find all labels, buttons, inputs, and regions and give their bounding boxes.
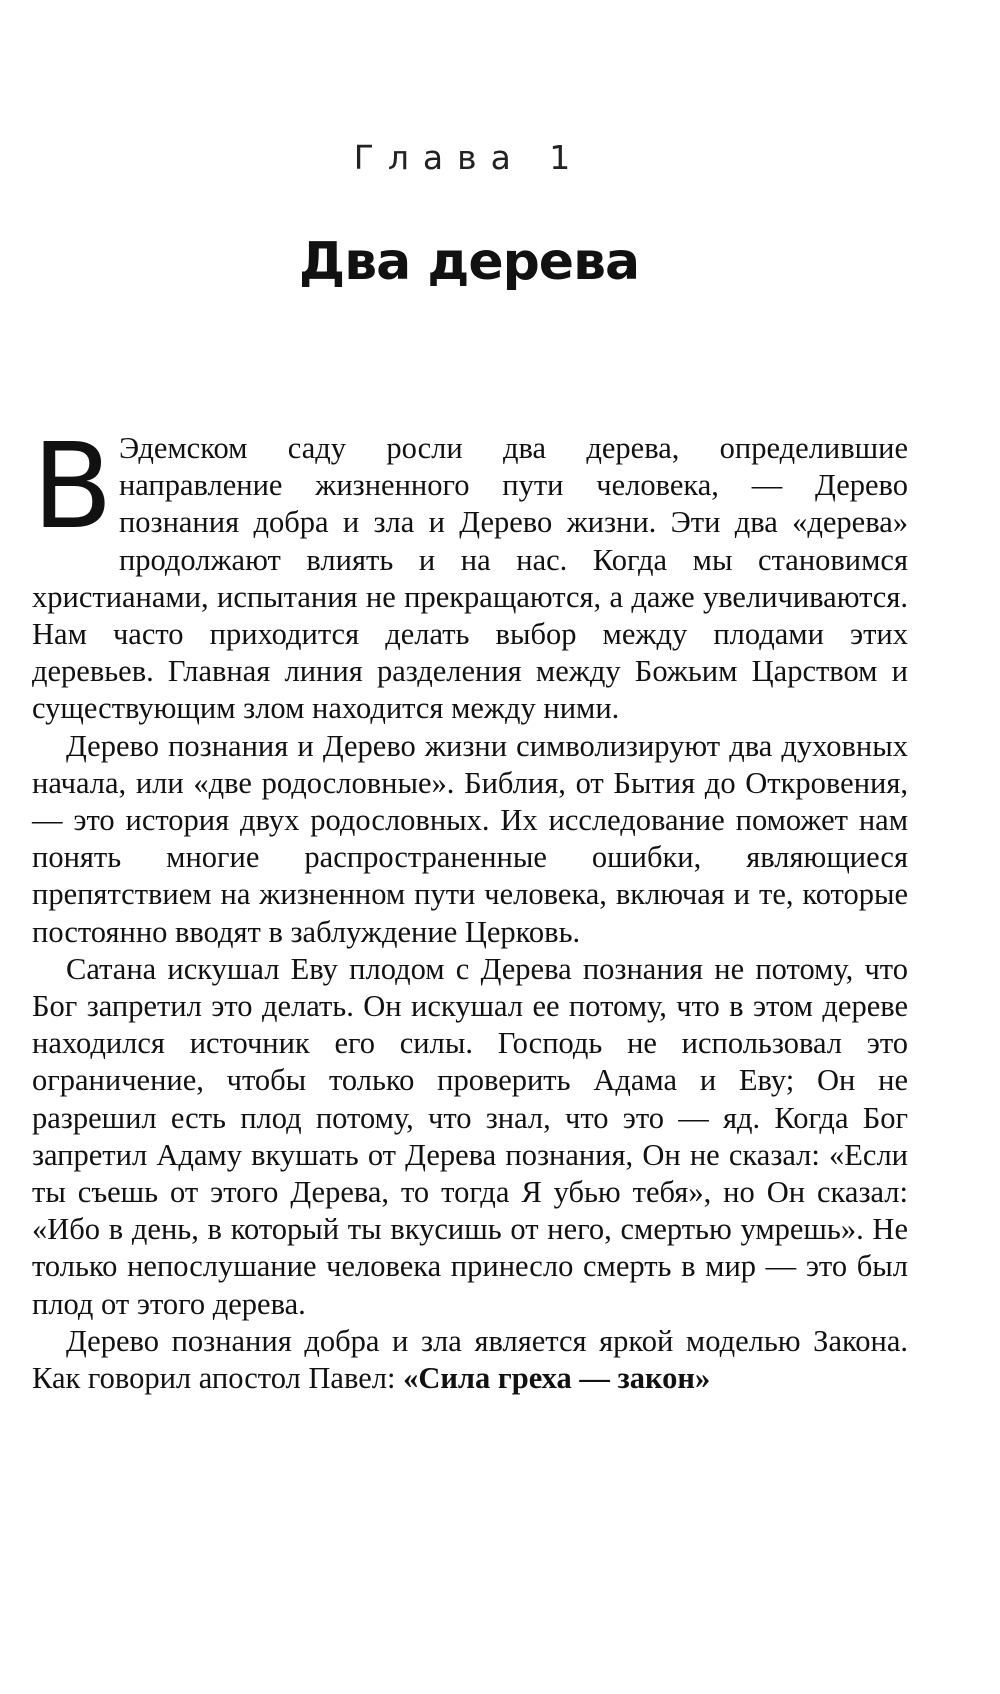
paragraph-3 (32, 951, 908, 1323)
paragraph-1 (32, 417, 908, 728)
paragraph-4 (32, 1323, 908, 1397)
paragraph-1-text: Эдемском саду росли два дерева, определившие направление жизненного пути человека, — Дерево познания добра и зла и Дерево жизни. Эти два «дерева» продолжают влиять и на нас. Когда мы становимся христианами, испытания не прекращаются, а даже увеличиваются. Нам часто приходится делать выбор между плодами этих деревьев. Главная линия разделения между Божьим Царством и существующим злом находится между ними. (32, 431, 908, 726)
paragraph-3-text: Сатана искушал Еву плодом с Дерева познания не потому, что Бог запретил это делать. Он искушал ее потому, что в этом дереве находился источник его силы. Господь не использовал это ограничение, чтобы только проверить Адама и Еву; Он не разрешил есть плод потому, что знал, что это — яд. Когда Бог запретил Адаму вкушать от Дерева познания, Он не сказал: «Если ты съешь от этого Дерева, то тогда Я убью тебя», но Он сказал: «Ибо в день, в который ты вкусишь от него, смертью умрешь». Не только непослушание человека принесло смерть в мир — это был плод от этого дерева. (32, 951, 908, 1321)
paragraph-2 (32, 728, 908, 951)
drop-cap: В (32, 417, 113, 555)
paragraph-2-text: Дерево познания и Дерево жизни символизируют два духовных начала, или «две родословные». Библия, от Бытия до Откровения, — это история двух родословных. Их исследование поможет нам понять многие распространенные ошибки, являющиеся препятствием на жизненном пути человека, включая и те, которые постоянно вводят в заблуждение Церковь. (32, 728, 908, 949)
chapter-title: Два дерева (298, 232, 640, 292)
paragraph-4-text: Дерево познания добра и зла является яркой моделью Закона. Как говорил апостол Павел: (32, 1323, 908, 1396)
body-text (32, 417, 908, 1397)
chapter-label: Глава 1 (353, 138, 585, 177)
bold-quote: «Сила греха — закон» (403, 1361, 711, 1396)
